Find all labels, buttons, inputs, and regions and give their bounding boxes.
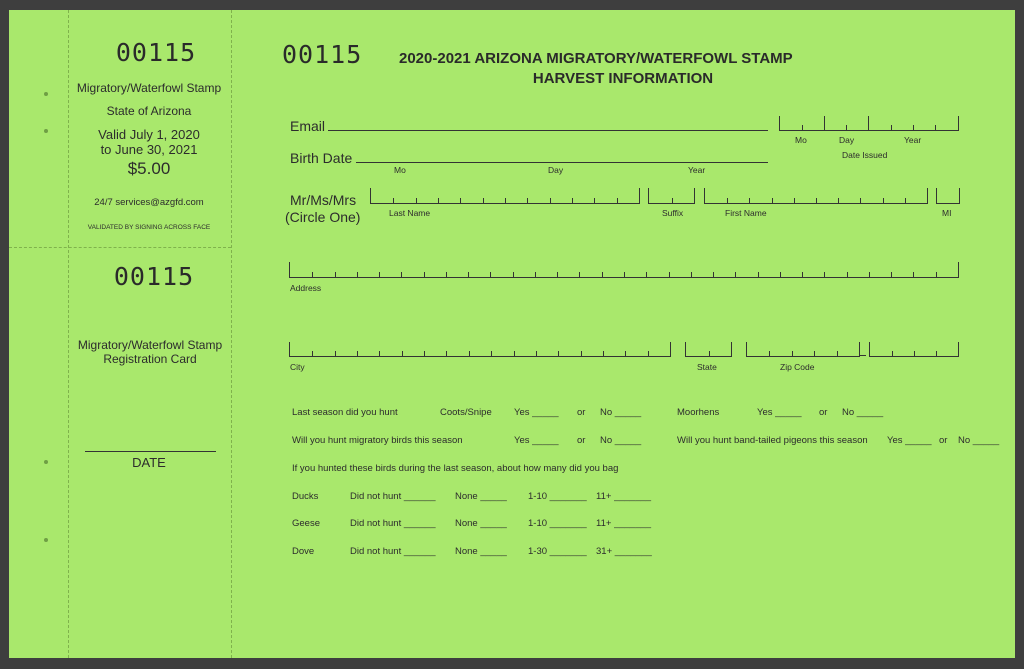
character-cell-tick [468, 272, 469, 277]
geese-1-10[interactable]: 1-10 _______ [528, 518, 587, 529]
state-label: State [697, 362, 717, 372]
character-cell-tick [758, 272, 759, 277]
character-cell-tick [603, 351, 604, 356]
character-cell-tick [460, 198, 461, 203]
character-cell-tick [847, 272, 848, 277]
or-text: or [939, 435, 948, 446]
character-cell-tick [491, 351, 492, 356]
character-cell-tick [892, 351, 893, 356]
stub-valid-to: to June 30, 2021 [100, 142, 198, 157]
date-issued-field[interactable] [779, 116, 959, 131]
character-cell-tick [357, 272, 358, 277]
zip-plus4-field[interactable] [869, 342, 959, 357]
character-cell-tick [648, 351, 649, 356]
character-cell-tick [769, 351, 770, 356]
character-cell-tick [402, 351, 403, 356]
character-cell-tick [794, 198, 795, 203]
city-label: City [290, 362, 305, 372]
character-cell-tick [469, 351, 470, 356]
q-hunt-migratory: Will you hunt migratory birds this season [292, 435, 463, 446]
character-cell-tick [838, 198, 839, 203]
q-coots-snipe: Coots/Snipe [440, 407, 492, 418]
character-cell-tick [535, 272, 536, 277]
birth-year-label: Year [688, 165, 706, 175]
zip-label: Zip Code [780, 362, 815, 372]
stub-serial-number: 00115 [115, 38, 197, 67]
character-cell-tick [727, 198, 728, 203]
q-last-season: Last season did you hunt [292, 407, 398, 418]
issued-day-label: Day [839, 135, 855, 145]
date-label: DATE [132, 455, 166, 470]
date-issued-label: Date Issued [842, 150, 888, 160]
stub-stamp-title: Migratory/Waterfowl Stamp [76, 81, 222, 95]
character-cell-tick [312, 351, 313, 356]
character-cell-tick [513, 272, 514, 277]
geese-did-not-hunt[interactable]: Did not hunt ______ [350, 518, 436, 529]
birth-date-field[interactable] [356, 162, 768, 163]
character-cell-tick [335, 351, 336, 356]
character-cell-tick [527, 198, 528, 203]
character-cell-tick [490, 272, 491, 277]
character-cell-tick [672, 198, 673, 203]
geese-label: Geese [292, 518, 320, 529]
character-cell-tick [625, 351, 626, 356]
character-cell-tick [514, 351, 515, 356]
stub-price: $5.00 [127, 159, 171, 178]
character-cell-tick [772, 198, 773, 203]
migratory-no[interactable]: No _____ [600, 435, 642, 446]
punch-hole [44, 460, 48, 464]
character-cell-tick [802, 272, 803, 277]
character-cell-tick [312, 272, 313, 277]
registration-title: Migratory/Waterfowl Stamp [77, 338, 223, 352]
perforation-line [68, 10, 69, 658]
ducks-1-10[interactable]: 1-10 _______ [528, 491, 587, 502]
dove-31-plus[interactable]: 31+ _______ [596, 546, 652, 557]
character-cell-tick [669, 272, 670, 277]
zip-field[interactable] [746, 342, 860, 357]
suffix-field[interactable] [648, 188, 695, 204]
character-cell-tick [792, 351, 793, 356]
pigeons-yes[interactable]: Yes _____ [887, 435, 932, 446]
character-cell-tick [780, 272, 781, 277]
suffix-label: Suffix [662, 208, 684, 218]
pigeons-no[interactable]: No _____ [958, 435, 1000, 446]
geese-none[interactable]: None _____ [455, 518, 507, 529]
stub-valid-from: Valid July 1, 2020 [98, 127, 200, 142]
character-cell-tick [824, 272, 825, 277]
character-cell-tick [424, 272, 425, 277]
coots-no[interactable]: No _____ [600, 407, 642, 418]
issued-month-label: Mo [795, 135, 807, 145]
address-field[interactable] [289, 262, 959, 278]
punch-hole [44, 538, 48, 542]
character-cell-tick [335, 272, 336, 277]
birth-day-label: Day [548, 165, 564, 175]
email-label: Email [290, 118, 326, 134]
city-field[interactable] [289, 342, 671, 357]
character-cell-tick [446, 272, 447, 277]
character-cell-tick [393, 198, 394, 203]
character-cell-tick [424, 351, 425, 356]
date-signature-line[interactable] [85, 451, 216, 452]
character-cell-tick [891, 272, 892, 277]
perforation-line [231, 10, 232, 658]
stub-services-email: 24/7 services@azgfd.com [94, 197, 204, 208]
last-name-field[interactable] [370, 188, 640, 204]
character-cell-tick [483, 198, 484, 203]
ducks-label: Ducks [292, 491, 319, 502]
main-serial-number: 00115 [282, 40, 363, 69]
character-cell-tick [749, 198, 750, 203]
character-cell-tick [936, 351, 937, 356]
dove-1-30[interactable]: 1-30 _______ [528, 546, 587, 557]
character-cell-tick [624, 272, 625, 277]
character-cell-tick [558, 351, 559, 356]
dove-did-not-hunt[interactable]: Did not hunt ______ [350, 546, 436, 557]
character-cell-tick [936, 272, 937, 277]
character-cell-tick [446, 351, 447, 356]
character-cell-tick [536, 351, 537, 356]
coots-yes[interactable]: Yes _____ [514, 407, 559, 418]
first-name-field[interactable] [704, 188, 928, 204]
form-title: 2020-2021 ARIZONA MIGRATORY/WATERFOWL STAMP [399, 50, 793, 67]
stub-validated-note: VALIDATED BY SIGNING ACROSS FACE [87, 224, 211, 231]
character-cell-tick [905, 198, 906, 203]
character-cell-tick [416, 198, 417, 203]
punch-hole [44, 92, 48, 96]
character-cell-tick [581, 351, 582, 356]
q-band-tailed-pigeons: Will you hunt band-tailed pigeons this season [677, 435, 868, 446]
character-cell-tick [357, 351, 358, 356]
birth-date-label: Birth Date [290, 150, 353, 166]
birth-month-label: Mo [394, 165, 406, 175]
registration-subtitle: Registration Card [103, 352, 197, 366]
first-name-label: First Name [725, 208, 767, 218]
ducks-none[interactable]: None _____ [455, 491, 507, 502]
or-text: or [577, 435, 586, 446]
character-cell-tick [594, 198, 595, 203]
migratory-yes[interactable]: Yes _____ [514, 435, 559, 446]
character-cell-tick [735, 272, 736, 277]
character-cell-tick [557, 272, 558, 277]
registration-serial-number: 00115 [113, 262, 195, 291]
character-cell-tick [816, 198, 817, 203]
character-cell-tick [860, 198, 861, 203]
last-name-label: Last Name [389, 208, 431, 218]
character-cell-tick [572, 198, 573, 203]
character-cell-tick [379, 351, 380, 356]
circle-one-label: (Circle One) [285, 209, 361, 225]
stub-state: State of Arizona [106, 104, 192, 118]
character-cell-tick [646, 272, 647, 277]
moorhens-yes[interactable]: Yes _____ [757, 407, 802, 418]
character-cell-tick [713, 272, 714, 277]
character-cell-tick [869, 272, 870, 277]
character-cell-tick [579, 272, 580, 277]
or-text: or [819, 407, 828, 418]
character-cell-tick [379, 272, 380, 277]
state-field[interactable] [685, 342, 732, 357]
punch-hole [44, 129, 48, 133]
middle-initial-field[interactable] [936, 188, 960, 204]
ducks-did-not-hunt[interactable]: Did not hunt ______ [350, 491, 436, 502]
form-subtitle: HARVEST INFORMATION [532, 70, 714, 87]
character-cell-tick [883, 198, 884, 203]
character-cell-tick [602, 272, 603, 277]
character-cell-tick [837, 351, 838, 356]
q-bag-count: If you hunted these birds during the last season, about how many did you bag [292, 463, 619, 474]
zip-dash [860, 355, 866, 356]
dove-none[interactable]: None _____ [455, 546, 507, 557]
geese-11-plus[interactable]: 11+ _______ [596, 518, 652, 529]
character-cell-tick [709, 351, 710, 356]
issued-year-label: Year [904, 135, 922, 145]
or-text: or [577, 407, 586, 418]
character-cell-tick [914, 351, 915, 356]
address-label: Address [290, 283, 322, 293]
character-cell-tick [691, 272, 692, 277]
character-cell-tick [505, 198, 506, 203]
mi-label: MI [942, 208, 952, 218]
email-field[interactable] [328, 130, 768, 131]
salutation-label: Mr/Ms/Mrs [290, 192, 357, 208]
character-cell-tick [814, 351, 815, 356]
character-cell-tick [401, 272, 402, 277]
perforation-line [9, 247, 231, 248]
character-cell-tick [550, 198, 551, 203]
ducks-11-plus[interactable]: 11+ _______ [596, 491, 652, 502]
q-moorhens: Moorhens [677, 407, 720, 418]
dove-label: Dove [292, 546, 315, 557]
moorhens-no[interactable]: No _____ [842, 407, 884, 418]
character-cell-tick [913, 272, 914, 277]
character-cell-tick [438, 198, 439, 203]
character-cell-tick [617, 198, 618, 203]
